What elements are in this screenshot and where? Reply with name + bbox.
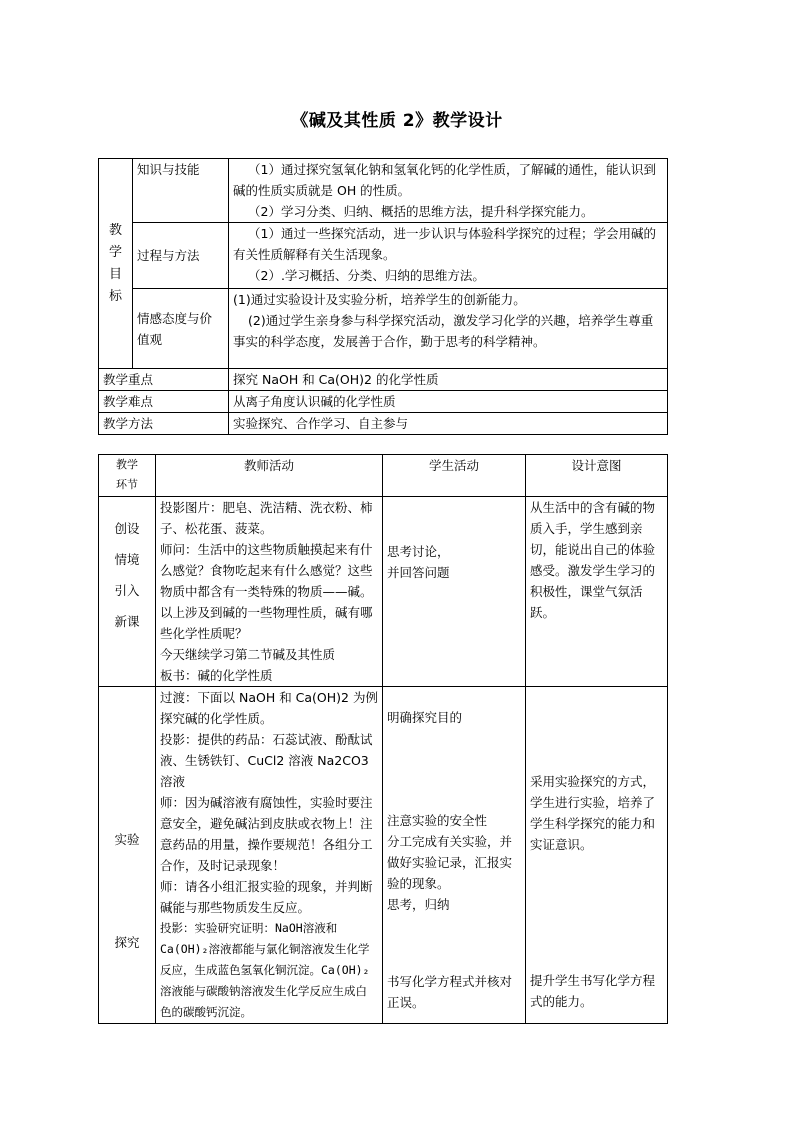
design-intent-experiment bbox=[526, 687, 668, 1024]
teacher-line: 师：因为碱溶液有腐蚀性，实验时要注意安全，避免碱沾到皮肤或衣物上！注意药品的用量，操作要规范！各组分工合作，及时记录现象！ bbox=[160, 795, 373, 873]
objective-label-attitude: 情感态度与价值观 bbox=[133, 289, 229, 369]
header-stage-line: 环节 bbox=[116, 478, 138, 491]
intent-line: 提升学生书写化学方程式的能力。 bbox=[530, 973, 656, 1009]
objective-content-knowledge bbox=[229, 159, 668, 223]
student-line: 并回答问题 bbox=[387, 565, 450, 580]
header-intent: 设计意图 bbox=[526, 455, 668, 497]
stage-line: 实验 bbox=[114, 832, 140, 847]
category-char: 教 bbox=[108, 222, 122, 238]
stage-line: 探究 bbox=[114, 935, 140, 950]
page-title: 《碱及其性质 2》教学设计 bbox=[291, 111, 503, 131]
teacher-line: 过渡：下面以 NaOH 和 Ca(OH)2 为例探究碱的化学性质。 bbox=[160, 690, 378, 726]
category-char: 目 bbox=[108, 266, 122, 282]
design-intent-intro: 从生活中的含有碱的物质入手，学生感到亲切，能说出自己的体验感受。激发学生学习的积极性，课堂气氛活跃。 bbox=[526, 497, 668, 687]
teacher-line: 师问：生活中的这些物质触摸起来有什么感觉？食物吃起来有什么感觉？这些物质中都含有一类特殊的物质——碱。以上涉及到碱的一些物理性质，碱有哪些化学性质呢？ bbox=[160, 542, 373, 641]
header-stage bbox=[99, 455, 156, 497]
objectives-category-cell bbox=[99, 159, 133, 369]
objective-line: (1)通过实验设计及实验分析，培养学生的创新能力。 bbox=[233, 292, 526, 307]
method-value: 实验探究、合作学习、自主参与 bbox=[229, 413, 668, 435]
student-line: 思考讨论， bbox=[387, 544, 450, 559]
teacher-line: 今天继续学习第二节碱及其性质 bbox=[160, 647, 336, 662]
teacher-line: 板书：碱的化学性质 bbox=[160, 668, 273, 683]
objective-label-process: 过程与方法 bbox=[133, 223, 229, 289]
difficulty-label: 教学难点 bbox=[99, 391, 229, 413]
stage-line: 新课 bbox=[114, 614, 140, 629]
header-student: 学生活动 bbox=[383, 455, 526, 497]
objective-label-knowledge: 知识与技能 bbox=[133, 159, 229, 223]
category-char: 学 bbox=[108, 244, 122, 260]
key-point-label: 教学重点 bbox=[99, 369, 229, 391]
teacher-line: 投影：提供的药品：石蕊试液、酚酞试液、生锈铁钉、CuCl2 溶液 Na2CO3 溶液 bbox=[160, 732, 373, 789]
objective-content-process bbox=[229, 223, 668, 289]
intent-line: 采用实验探究的方式，学生进行实验，培养了学生科学探究的能力和实证意识。 bbox=[530, 774, 656, 852]
teacher-line: 投影：实验研究证明：NaOH溶液和Ca(OH)₂溶液都能与氯化铜溶液发生化学反应，生成蓝色氢氧化铜沉淀。Ca(OH)₂溶液能与碳酸钠溶液发生化学反应生成白色的碳酸钙沉淀。 bbox=[160, 921, 370, 1019]
difficulty-value: 从离子角度认识碱的化学性质 bbox=[229, 391, 668, 413]
header-teacher: 教师活动 bbox=[156, 455, 383, 497]
student-activity-intro bbox=[383, 497, 526, 687]
student-line: 分工完成有关实验，并做好实验记录，汇报实验的现象。 bbox=[387, 834, 513, 891]
method-label: 教学方法 bbox=[99, 413, 229, 435]
stage-line: 引入 bbox=[114, 583, 140, 598]
teacher-activity-intro bbox=[156, 497, 383, 687]
objective-line: （2）.学习概括、分类、归纳的思维方法。 bbox=[248, 268, 485, 283]
teacher-line: 师：请各小组汇报实验的现象，并判断碱能与那些物质发生反应。 bbox=[160, 879, 373, 915]
objective-content-attitude bbox=[229, 289, 668, 369]
stage-line: 情境 bbox=[114, 552, 140, 567]
teacher-activity-experiment bbox=[156, 687, 383, 1024]
student-activity-experiment bbox=[383, 687, 526, 1024]
student-line: 思考，归纳 bbox=[387, 897, 450, 912]
header-stage-line: 教学 bbox=[116, 458, 138, 471]
student-line: 书写化学方程式并核对正误。 bbox=[387, 974, 513, 1010]
stage-intro bbox=[99, 497, 156, 687]
process-table bbox=[98, 454, 668, 1024]
objective-line: （1）通过探究氢氧化钠和氢氧化钙的化学性质，了解碱的通性，能认识到碱的性质实质就是 OH 的性质。 bbox=[233, 162, 656, 198]
student-line: 注意实验的安全性 bbox=[387, 813, 488, 828]
stage-experiment bbox=[99, 687, 156, 1024]
objective-line: （2）学习分类、归纳、概括的思维方法，提升科学探究能力。 bbox=[248, 204, 594, 219]
key-point-value: 探究 NaOH 和 Ca(OH)2 的化学性质 bbox=[229, 369, 668, 391]
objectives-table bbox=[98, 158, 668, 435]
category-char: 标 bbox=[108, 288, 122, 304]
teacher-line: 投影图片：肥皂、洗洁精、洗衣粉、柿子、松花蛋、菠菜。 bbox=[160, 500, 373, 536]
stage-line: 创设 bbox=[114, 521, 140, 536]
objective-line: (2)通过学生亲身参与科学探究活动，激发学习化学的兴趣，培养学生尊重事实的科学态度，发展善于合作，勤于思考的科学精神。 bbox=[233, 313, 654, 349]
objective-line: （1）通过一些探究活动，进一步认识与体验科学探究的过程；学会用碱的有关性质解释有关生活现象。 bbox=[233, 226, 656, 262]
student-line: 明确探究目的 bbox=[387, 710, 463, 725]
